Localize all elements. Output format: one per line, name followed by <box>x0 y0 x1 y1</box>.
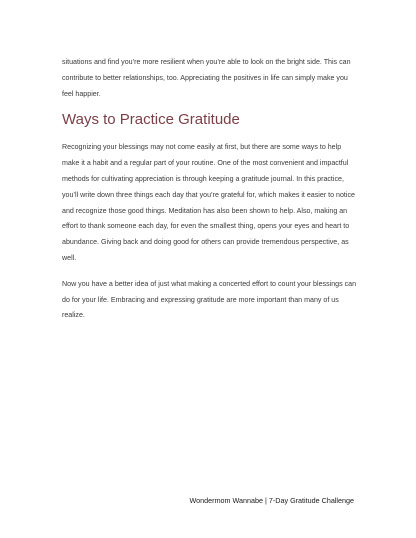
section-heading: Ways to Practice Gratitude <box>62 111 240 129</box>
page-footer: Wondermom Wannabe | 7-Day Gratitude Challenge <box>189 496 354 505</box>
page-content <box>62 55 358 324</box>
body-paragraph-conclusion: Now you have a better idea of just what making a concerted effort to count your blessings can do for your life. Embracing and expressing gratitude are more important than many of us realize. <box>62 279 357 320</box>
body-paragraph-practices: Recognizing your blessings may not come easily at first, but there are some ways to help make it a habit and a regular part of your routine. One of the most convenient and impactful methods for cultivating appreciation is through keeping a gratitude journal. In this practice, you’ll write down three things each day that you’re grateful for, which makes it easier to notice and recognize those good things. Meditation has also been shown to help. Also, making an effort to thank someone each day, for even the smallest thing, opens your eyes and heart to abundance. Giving back and doing good for others can provide tremendous perspective, as well. <box>62 143 355 262</box>
intro-paragraph: situations and find you’re more resilient when you’re able to look on the bright side. This can contribute to better relationships, too. Appreciating the positives in life can simply make you feel happier. <box>62 58 351 98</box>
